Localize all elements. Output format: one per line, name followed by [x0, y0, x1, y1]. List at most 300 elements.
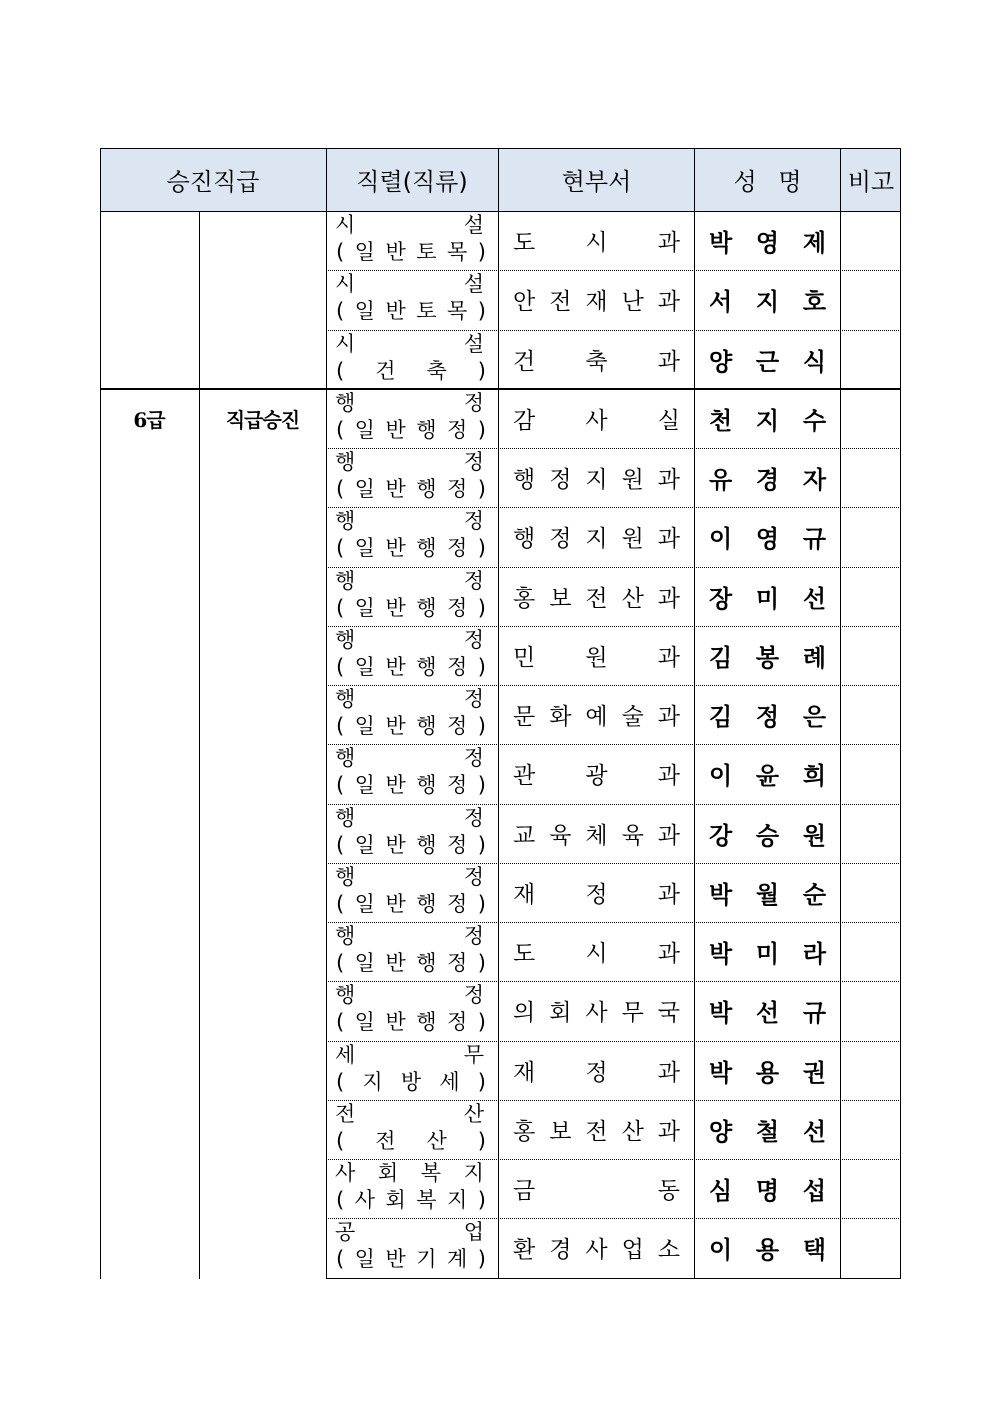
series-cell: [326, 863, 498, 922]
name-cell: [695, 270, 840, 329]
department-char: 동: [657, 1178, 680, 1204]
subseries-char: 토: [416, 299, 437, 324]
note-cell: [841, 1218, 901, 1277]
subseries-char: 정: [446, 536, 468, 561]
name-char: 박: [709, 880, 733, 909]
person-name: [709, 863, 826, 922]
note-cell: [841, 744, 901, 803]
paren-close: ): [477, 654, 486, 679]
table-row: [100, 211, 901, 270]
paren-close: ): [477, 417, 486, 442]
department-char: 재: [513, 1059, 536, 1086]
department-char: 행: [513, 526, 536, 553]
series-char: 정: [463, 983, 484, 1008]
paren-open: (: [336, 240, 345, 264]
series-char: 행: [335, 983, 356, 1008]
name-char: 미: [755, 584, 780, 613]
department-cell: [499, 389, 694, 448]
series-char: 정: [463, 746, 484, 771]
subseries-char: 일: [354, 714, 375, 738]
department-char: 원: [621, 467, 644, 493]
subseries-char: 일: [354, 240, 375, 264]
series-name: [335, 449, 484, 476]
subseries-char: 일: [354, 1010, 375, 1035]
paren-open: (: [336, 1128, 345, 1153]
row-separator: [326, 744, 901, 745]
series-name: [335, 1160, 484, 1187]
subseries-name: [336, 889, 486, 919]
subseries-char: 반: [385, 477, 406, 501]
paren-open: (: [336, 1069, 345, 1094]
department-char: 화: [549, 704, 572, 730]
row-separator: [326, 804, 901, 805]
department-char: 과: [657, 526, 680, 553]
department-char: 산: [621, 585, 644, 612]
name-char: 라: [802, 940, 826, 968]
series-cell: [326, 211, 498, 270]
series-cell: [326, 981, 498, 1040]
paren-close: ): [477, 1069, 486, 1094]
department-char: 도: [513, 941, 536, 967]
department-char: 원: [585, 644, 608, 671]
series-char: 정: [463, 924, 484, 948]
subseries-char: 일: [354, 654, 375, 679]
column-divider: [694, 148, 695, 1279]
department-char: 과: [657, 881, 680, 908]
paren-open: (: [336, 477, 345, 501]
note-cell: [841, 981, 901, 1040]
department-char: 환: [513, 1237, 536, 1264]
subseries-char: 행: [416, 832, 437, 857]
subseries-text: [344, 711, 478, 741]
series-name: [335, 1101, 484, 1128]
name-char: 심: [709, 1177, 733, 1205]
department-cell: [499, 507, 694, 566]
department-name: [513, 507, 680, 566]
series-char: 복: [420, 1161, 442, 1185]
series-char: 행: [335, 924, 356, 948]
note-cell: [841, 1100, 901, 1159]
subseries-char: 행: [416, 417, 437, 442]
subseries-name: [336, 652, 486, 682]
department-char: 과: [657, 704, 680, 730]
name-char: 영: [755, 229, 780, 257]
name-char: 규: [802, 999, 826, 1028]
paren-close: ): [477, 773, 486, 798]
subseries-char: 정: [446, 417, 468, 442]
department-cell: [499, 448, 694, 507]
department-char: 민: [513, 644, 536, 671]
department-char: 경: [549, 1237, 572, 1264]
subseries-name: [336, 948, 486, 978]
subseries-name: [336, 711, 486, 741]
subseries-text: [344, 474, 478, 504]
paren-open: (: [336, 1247, 345, 1272]
subseries-char: 회: [385, 1188, 406, 1212]
department-name: [513, 1100, 680, 1159]
subseries-char: 반: [385, 951, 406, 975]
person-name: [709, 1218, 826, 1277]
series-cell: [326, 507, 498, 566]
table-row: [100, 1100, 901, 1159]
name-char: 이: [709, 1236, 733, 1265]
name-char: 근: [755, 347, 780, 376]
subseries-char: 행: [416, 773, 437, 798]
subseries-char: 목: [446, 299, 468, 324]
series-char: 설: [463, 272, 484, 297]
subseries-char: 일: [354, 1247, 375, 1272]
person-name: [709, 330, 826, 389]
name-char: 례: [802, 643, 826, 672]
department-name: [513, 211, 680, 270]
paren-close: ): [477, 595, 486, 620]
series-char: 정: [463, 627, 484, 652]
row-separator: [326, 1041, 901, 1042]
table-row: [100, 863, 901, 922]
department-char: 회: [549, 1000, 572, 1027]
subseries-name: [336, 830, 486, 860]
department-cell: [499, 330, 694, 389]
series-char: 행: [335, 746, 356, 771]
note-cell: [841, 270, 901, 329]
department-name: [513, 922, 680, 981]
subseries-char: 행: [416, 654, 437, 679]
person-name: [709, 744, 826, 803]
subseries-char: 반: [385, 1010, 406, 1035]
note-cell: [841, 804, 901, 863]
department-char: 재: [513, 881, 536, 908]
header-bottom-border: [100, 211, 901, 212]
subseries-char: 반: [385, 417, 406, 442]
table-row: [100, 804, 901, 863]
series-char: 정: [463, 568, 484, 593]
name-cell: [695, 626, 840, 685]
department-char: 교: [513, 822, 536, 849]
subseries-text: [344, 1185, 478, 1215]
series-char: 정: [463, 805, 484, 830]
row-separator: [326, 626, 901, 627]
series-name: [335, 923, 484, 950]
series-name: [335, 390, 484, 417]
department-char: 실: [657, 407, 680, 434]
department-name: [513, 1041, 680, 1100]
row-separator: [326, 922, 901, 923]
header-note: 비고: [847, 168, 895, 196]
table-right-border: [900, 148, 901, 1279]
department-char: 술: [621, 704, 644, 730]
subseries-char: 일: [354, 299, 375, 324]
department-char: 사: [585, 1000, 608, 1027]
name-cell: [695, 1100, 840, 1159]
subseries-char: 정: [446, 951, 468, 975]
name-char: 호: [802, 288, 826, 317]
note-cell: [841, 211, 901, 270]
paren-open: (: [336, 595, 345, 620]
department-cell: [499, 922, 694, 981]
department-char: 과: [657, 467, 680, 493]
paren-open: (: [336, 1188, 345, 1212]
subseries-text: [344, 296, 478, 326]
department-char: 전: [549, 289, 572, 316]
name-char: 용: [755, 1058, 780, 1087]
series-char: 정: [463, 687, 484, 711]
name-char: 이: [709, 762, 733, 791]
name-cell: [695, 448, 840, 507]
subseries-text: [344, 830, 478, 860]
series-char: 행: [335, 864, 356, 889]
series-char: 시: [335, 272, 356, 297]
person-name: [709, 1159, 826, 1218]
department-cell: [499, 1218, 694, 1277]
table-row: [100, 922, 901, 981]
name-char: 식: [802, 347, 826, 376]
subseries-char: 목: [446, 240, 468, 264]
subseries-text: [344, 889, 478, 919]
name-char: 수: [802, 406, 826, 435]
series-cell: [326, 448, 498, 507]
row-separator: [326, 1100, 901, 1101]
subseries-name: [336, 415, 486, 445]
name-char: 철: [755, 1117, 780, 1146]
department-name: [513, 744, 680, 803]
series-char: 설: [463, 331, 484, 356]
name-char: 용: [755, 1236, 780, 1265]
name-cell: [695, 567, 840, 626]
paren-close: ): [477, 536, 486, 561]
department-char: 과: [657, 230, 680, 256]
series-name: [335, 805, 484, 832]
department-char: 의: [513, 1000, 536, 1027]
name-cell: [695, 389, 840, 448]
subseries-char: 정: [446, 714, 468, 738]
name-char: 유: [709, 466, 733, 494]
subseries-char: 반: [385, 654, 406, 679]
subseries-text: [344, 948, 478, 978]
subseries-char: 세: [439, 1069, 460, 1094]
subseries-char: 일: [354, 832, 375, 857]
subseries-char: 정: [446, 1010, 468, 1035]
department-char: 소: [657, 1237, 680, 1264]
series-cell: [326, 330, 498, 389]
subseries-char: 행: [416, 951, 437, 975]
series-char: 행: [335, 390, 356, 415]
person-name: [709, 981, 826, 1040]
name-char: 윤: [755, 762, 780, 791]
paren-open: (: [336, 654, 345, 679]
name-char: 이: [709, 525, 733, 554]
name-cell: [695, 330, 840, 389]
department-char: 사: [585, 1237, 608, 1264]
paren-open: (: [336, 832, 345, 857]
name-char: 선: [755, 999, 780, 1028]
name-char: 서: [709, 288, 733, 317]
note-cell: [841, 626, 901, 685]
department-cell: [499, 567, 694, 626]
name-char: 선: [802, 584, 826, 613]
note-cell: [841, 922, 901, 981]
series-name: [335, 271, 484, 298]
name-cell: [695, 211, 840, 270]
series-char: 정: [463, 390, 484, 415]
person-name: [709, 804, 826, 863]
department-name: [513, 330, 680, 389]
paren-close: ): [477, 299, 486, 324]
subseries-char: 반: [385, 595, 406, 620]
row-separator: [100, 389, 901, 390]
subseries-char: 일: [354, 951, 375, 975]
series-char: 행: [335, 687, 356, 711]
department-char: 육: [621, 822, 644, 849]
series-char: 세: [335, 1042, 356, 1067]
department-char: 문: [513, 704, 536, 730]
subseries-name: [336, 1007, 486, 1037]
paren-close: ): [477, 1188, 486, 1212]
paren-close: ): [477, 358, 486, 383]
note-cell: [841, 863, 901, 922]
department-name: [513, 981, 680, 1040]
series-char: 회: [377, 1161, 399, 1185]
department-cell: [499, 626, 694, 685]
department-char: 도: [513, 230, 536, 256]
subseries-char: 정: [446, 595, 468, 620]
name-cell: [695, 804, 840, 863]
person-name: [709, 567, 826, 626]
department-char: 과: [657, 348, 680, 375]
department-cell: [499, 1041, 694, 1100]
series-name: [335, 864, 484, 891]
person-name: [709, 389, 826, 448]
department-name: [513, 567, 680, 626]
name-char: 박: [709, 940, 733, 968]
column-divider: [199, 211, 200, 1279]
department-char: 금: [513, 1178, 536, 1204]
table-row: [100, 507, 901, 566]
subseries-char: 정: [446, 891, 468, 916]
name-char: 천: [709, 406, 733, 435]
subseries-text: [344, 533, 478, 563]
subseries-char: 행: [416, 714, 437, 738]
department-char: 시: [585, 941, 608, 967]
row-separator: [326, 685, 901, 686]
name-char: 자: [802, 466, 826, 494]
subseries-name: [336, 1126, 486, 1156]
row-separator: [326, 863, 901, 864]
name-cell: [695, 1218, 840, 1277]
department-char: 축: [585, 348, 608, 375]
subseries-name: [336, 770, 486, 800]
series-cell: [326, 685, 498, 744]
table-row: [100, 448, 901, 507]
paren-open: (: [336, 773, 345, 798]
department-name: [513, 1159, 680, 1218]
header-name: 성 명: [733, 168, 802, 196]
series-cell: [326, 744, 498, 803]
department-char: 육: [549, 822, 572, 849]
name-cell: [695, 507, 840, 566]
name-char: 월: [755, 880, 780, 909]
name-cell: [695, 1159, 840, 1218]
paren-open: (: [336, 358, 345, 383]
department-name: [513, 389, 680, 448]
table-row: [100, 567, 901, 626]
subseries-text: [344, 1067, 478, 1097]
name-char: 섭: [802, 1177, 826, 1205]
series-name: [335, 686, 484, 713]
series-char: 행: [335, 627, 356, 652]
name-char: 장: [709, 584, 733, 613]
subseries-char: 계: [446, 1247, 468, 1272]
department-char: 예: [585, 704, 608, 730]
subseries-char: 사: [354, 1188, 375, 1212]
series-char: 사: [335, 1161, 356, 1185]
table-left-border: [100, 148, 101, 1279]
department-char: 건: [513, 348, 536, 375]
name-char: 제: [802, 229, 826, 257]
series-cell: [326, 626, 498, 685]
subseries-text: [344, 1244, 478, 1274]
subseries-char: 행: [416, 891, 437, 916]
subseries-char: 일: [354, 891, 375, 916]
name-char: 순: [802, 880, 826, 909]
column-divider: [326, 148, 327, 1279]
series-cell: [326, 1041, 498, 1100]
name-char: 은: [802, 703, 826, 731]
note-cell: [841, 1159, 901, 1218]
department-name: [513, 626, 680, 685]
subseries-char: 전: [375, 1128, 396, 1153]
department-name: [513, 1218, 680, 1277]
note-cell: [841, 330, 901, 389]
department-cell: [499, 1100, 694, 1159]
paren-close: ): [477, 951, 486, 975]
department-char: 체: [585, 822, 608, 849]
series-cell: [326, 1100, 498, 1159]
name-cell: [695, 863, 840, 922]
department-char: 국: [657, 1000, 680, 1027]
name-cell: [695, 1041, 840, 1100]
table-row: [100, 270, 901, 329]
subseries-char: 방: [400, 1069, 422, 1094]
series-char: 행: [335, 568, 356, 593]
table-row: [100, 981, 901, 1040]
subseries-name: [336, 356, 486, 386]
header-series: 직렬(직류): [356, 168, 468, 196]
series-cell: [326, 270, 498, 329]
name-char: 강: [709, 821, 733, 850]
subseries-char: 정: [446, 654, 468, 679]
person-name: [709, 922, 826, 981]
subseries-char: 정: [446, 773, 468, 798]
series-name: [335, 982, 484, 1009]
paren-open: (: [336, 891, 345, 916]
series-char: 업: [463, 1220, 484, 1245]
series-char: 산: [463, 1101, 484, 1126]
name-char: 정: [755, 703, 780, 731]
promotion-type-label: 직급승진: [225, 408, 300, 432]
department-cell: [499, 863, 694, 922]
paren-open: (: [336, 951, 345, 975]
note-cell: [841, 507, 901, 566]
department-char: 과: [657, 289, 680, 316]
subseries-name: [336, 1067, 486, 1097]
name-char: 권: [802, 1058, 826, 1087]
series-char: 시: [335, 331, 356, 356]
department-char: 행: [513, 467, 536, 493]
department-char: 보: [549, 585, 572, 612]
department-char: 과: [657, 941, 680, 967]
subseries-char: 반: [385, 1247, 406, 1272]
department-char: 사: [585, 407, 608, 434]
